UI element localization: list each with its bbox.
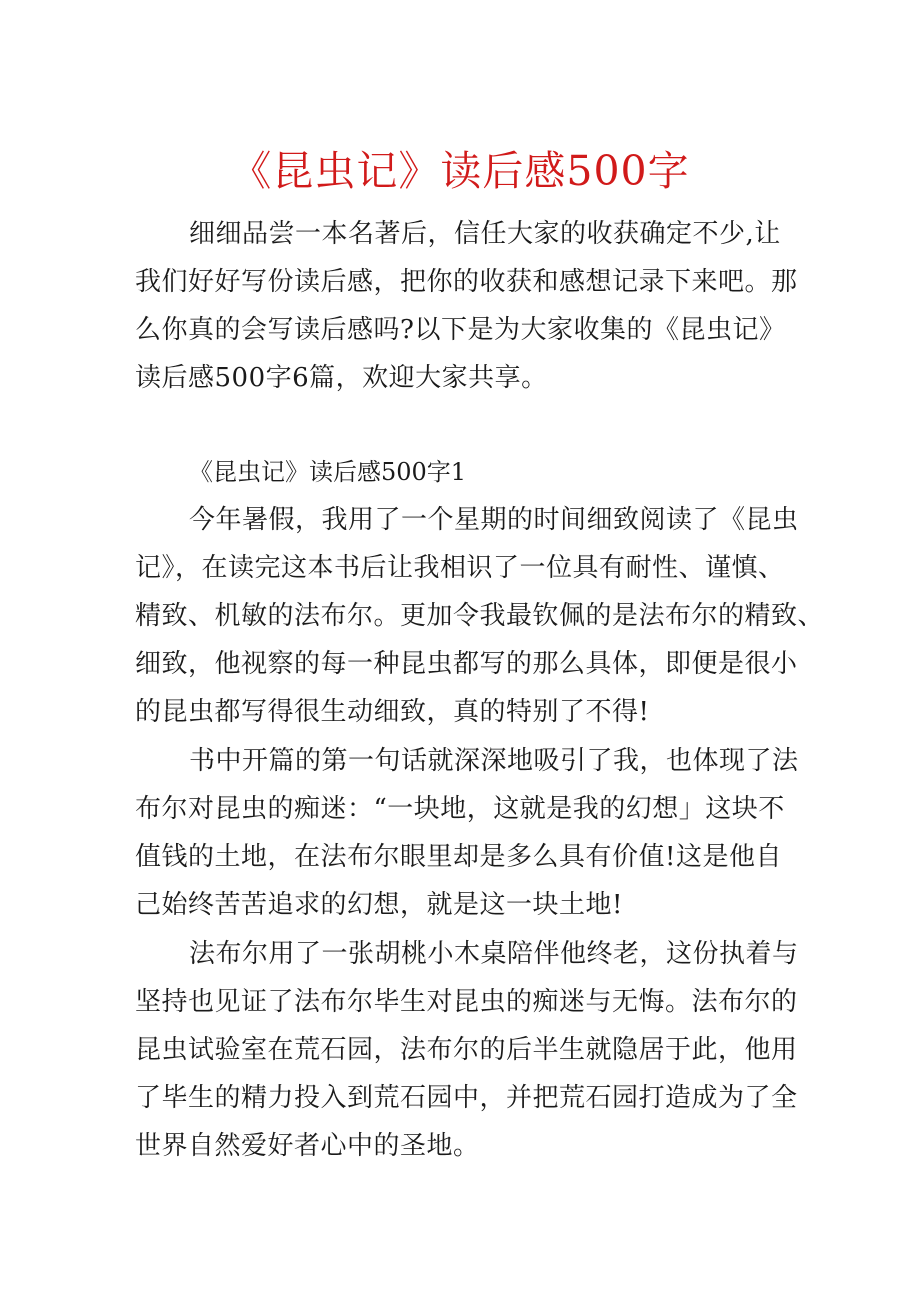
paragraph-1 (135, 496, 825, 736)
document-title: 《昆虫记》读后感500字 (230, 147, 690, 195)
paragraph-2 (135, 737, 815, 929)
paragraph-line: 布尔对昆虫的痴迷：“一块地，这就是我的幻想」这块不 (135, 794, 785, 824)
intro-line: 细细品尝一本名著后，信任大家的收获确定不少,让 (189, 219, 781, 249)
paragraph-line: 记》，在读完这本书后让我相识了一位具有耐性、谨慎、 (135, 553, 785, 583)
paragraph-line: 精致、机敏的法布尔。更加令我最钦佩的是法布尔的精致、 (135, 601, 825, 631)
paragraph-line: 坚持也见证了法布尔毕生对昆虫的痴迷与无悔。法布尔的 (135, 987, 798, 1017)
intro-paragraph (135, 210, 815, 402)
paragraph-line: 值钱的土地，在法布尔眼里却是多么具有价值!这是他自 (135, 842, 782, 872)
paragraph-line: 法布尔用了一张胡桃小木桌陪伴他终老，这份执着与 (189, 939, 799, 969)
intro-line: 我们好好写份读后感，把你的收获和感想记录下来吧。那 (135, 267, 798, 297)
paragraph-line: 己始终苦苦追求的幻想，就是这一块土地! (135, 890, 623, 920)
paragraph-line: 书中开篇的第一句话就深深地吸引了我，也体现了法 (189, 746, 799, 776)
paragraph-line: 世界自然爱好者心中的圣地。 (135, 1131, 480, 1161)
paragraph-3 (135, 930, 815, 1170)
intro-line: 读后感500字6篇，欢迎大家共享。 (135, 363, 548, 393)
paragraph-line: 了毕生的精力投入到荒石园中，并把荒石园打造成为了全 (135, 1083, 798, 1113)
intro-line: 么你真的会写读后感吗?以下是为大家收集的《昆虫记》 (135, 315, 786, 345)
section-title: 《昆虫记》读后感500字1 (189, 458, 467, 486)
paragraph-line: 昆虫试验室在荒石园，法布尔的后半生就隐居于此，他用 (135, 1035, 798, 1065)
paragraph-line: 细致，他视察的每一种昆虫都写的那么具体，即便是很小 (135, 649, 798, 679)
paragraph-line: 今年暑假，我用了一个星期的时间细致阅读了《昆虫 (189, 505, 799, 535)
paragraph-line: 的昆虫都写得很生动细致，真的特别了不得! (135, 697, 650, 727)
